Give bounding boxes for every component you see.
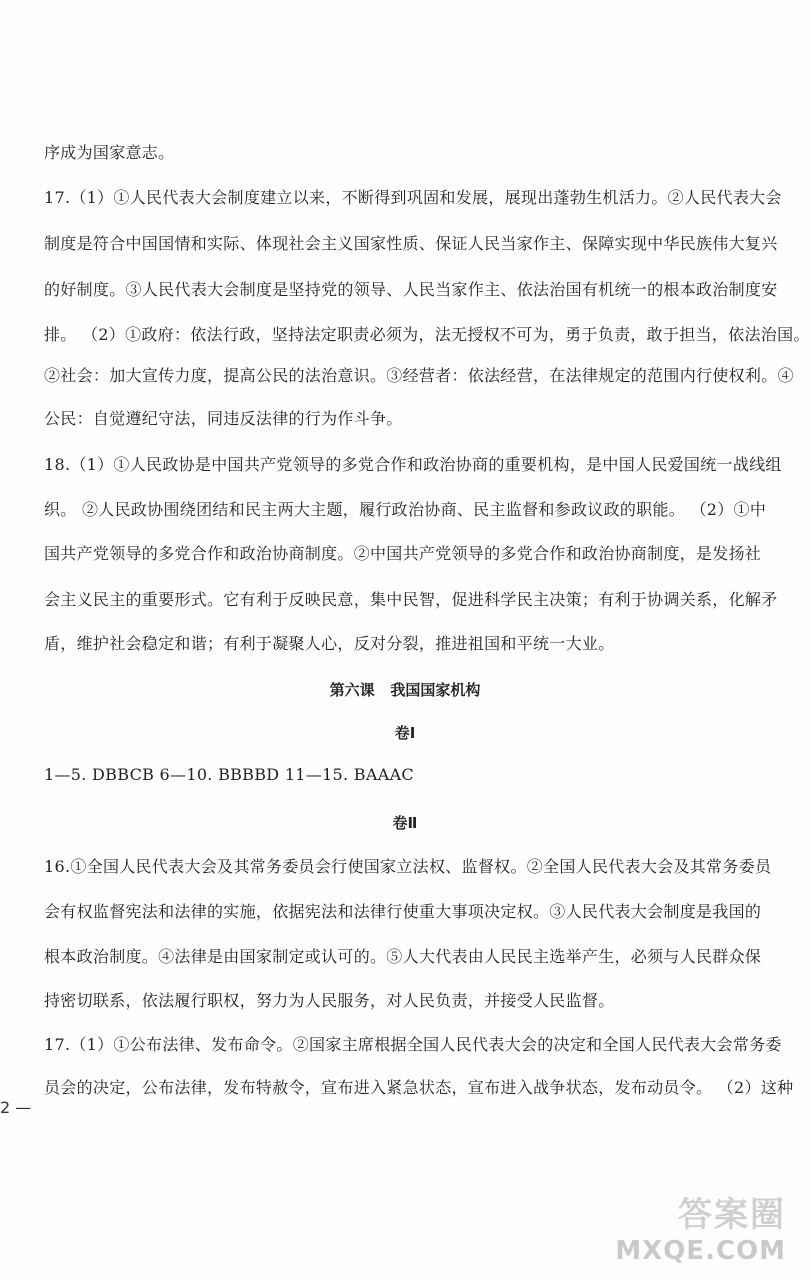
text-line: ②社会：加大宣传力度，提高公民的法治意识。③经营者：依法经营，在法律规定的范围内行使权利。④	[44, 366, 794, 385]
text-line: 国共产党领导的多党合作和政治协商制度。②中国共产党领导的多党合作和政治协商制度，是发扬社	[44, 544, 762, 563]
text-line: 盾，维护社会稳定和谐；有利于凝聚人心，反对分裂，推进祖国和平统一大业。	[44, 634, 615, 653]
text-line: 18.（1）①人民政协是中国共产党领导的多党合作和政治协商的重要机构，是中国人民爱国统一战线组	[44, 455, 782, 474]
site-watermark	[616, 1192, 796, 1272]
text-line: 织。 ②人民政协围绕团结和民主两大主题，履行政治协商、民主监督和参政议政的职能。 （2）①中	[44, 500, 767, 519]
watermark-site: MXQE.COM	[615, 1236, 786, 1266]
text-line: 会主义民主的重要形式。它有利于反映民意，集中民智，促进科学民主决策；有利于协调关系，化解矛	[44, 590, 778, 609]
section-heading: 第六课 我国国家机构	[329, 681, 481, 699]
text-line: 的好制度。③人民代表大会制度是坚持党的领导、人民当家作主、依法治国有机统一的根本政治制度安	[44, 280, 778, 299]
text-line: 16.①全国人民代表大会及其常务委员会行使国家立法权、监督权。②全国人民代表大会及其常务委员	[44, 857, 772, 876]
watermark-logo: 答案圈	[678, 1195, 786, 1235]
text-line: 排。 （2）①政府：依法行政，坚持法定职责必须为，法无授权不可为，勇于负责，敢于担当，依法治国。	[44, 325, 810, 344]
text-line: 员会的决定，公布法律，发布特赦令，宣布进入紧急状态，宣布进入战争状态，发布动员令。 （2）这种	[44, 1078, 794, 1097]
page-number: 2 —	[0, 1098, 32, 1117]
text-line: 会有权监督宪法和法律的实施，依据宪法和法律行使重大事项决定权。③人民代表大会制度是我国的	[44, 902, 762, 921]
text-line: 序成为国家意志。	[44, 143, 175, 162]
text-line: 17.（1）①人民代表大会制度建立以来，不断得到巩固和发展，展现出蓬勃生机活力。②人民代表大会	[44, 188, 782, 207]
answer-key-line: 1—5. DBBCB 6—10. BBBBD 11—15. BAAAC	[44, 765, 414, 784]
text-line: 根本政治制度。④法律是由国家制定或认可的。⑤人大代表由人民民主选举产生，必须与人民群众保	[44, 947, 762, 966]
text-line: 17.（1）①公布法律、发布命令。②国家主席根据全国人民代表大会的决定和全国人民代表大会常务委	[44, 1035, 782, 1054]
text-line: 公民：自觉遵纪守法，同违反法律的行为作斗争。	[44, 409, 403, 428]
section-subheading: 卷Ⅱ	[392, 814, 418, 832]
section-subheading: 卷Ⅰ	[394, 724, 416, 742]
text-line: 持密切联系，依法履行职权，努力为人民服务，对人民负责，并接受人民监督。	[44, 991, 615, 1010]
text-line: 制度是符合中国国情和实际、体现社会主义国家性质、保证人民当家作主、保障实现中华民族伟大复兴	[44, 234, 778, 253]
